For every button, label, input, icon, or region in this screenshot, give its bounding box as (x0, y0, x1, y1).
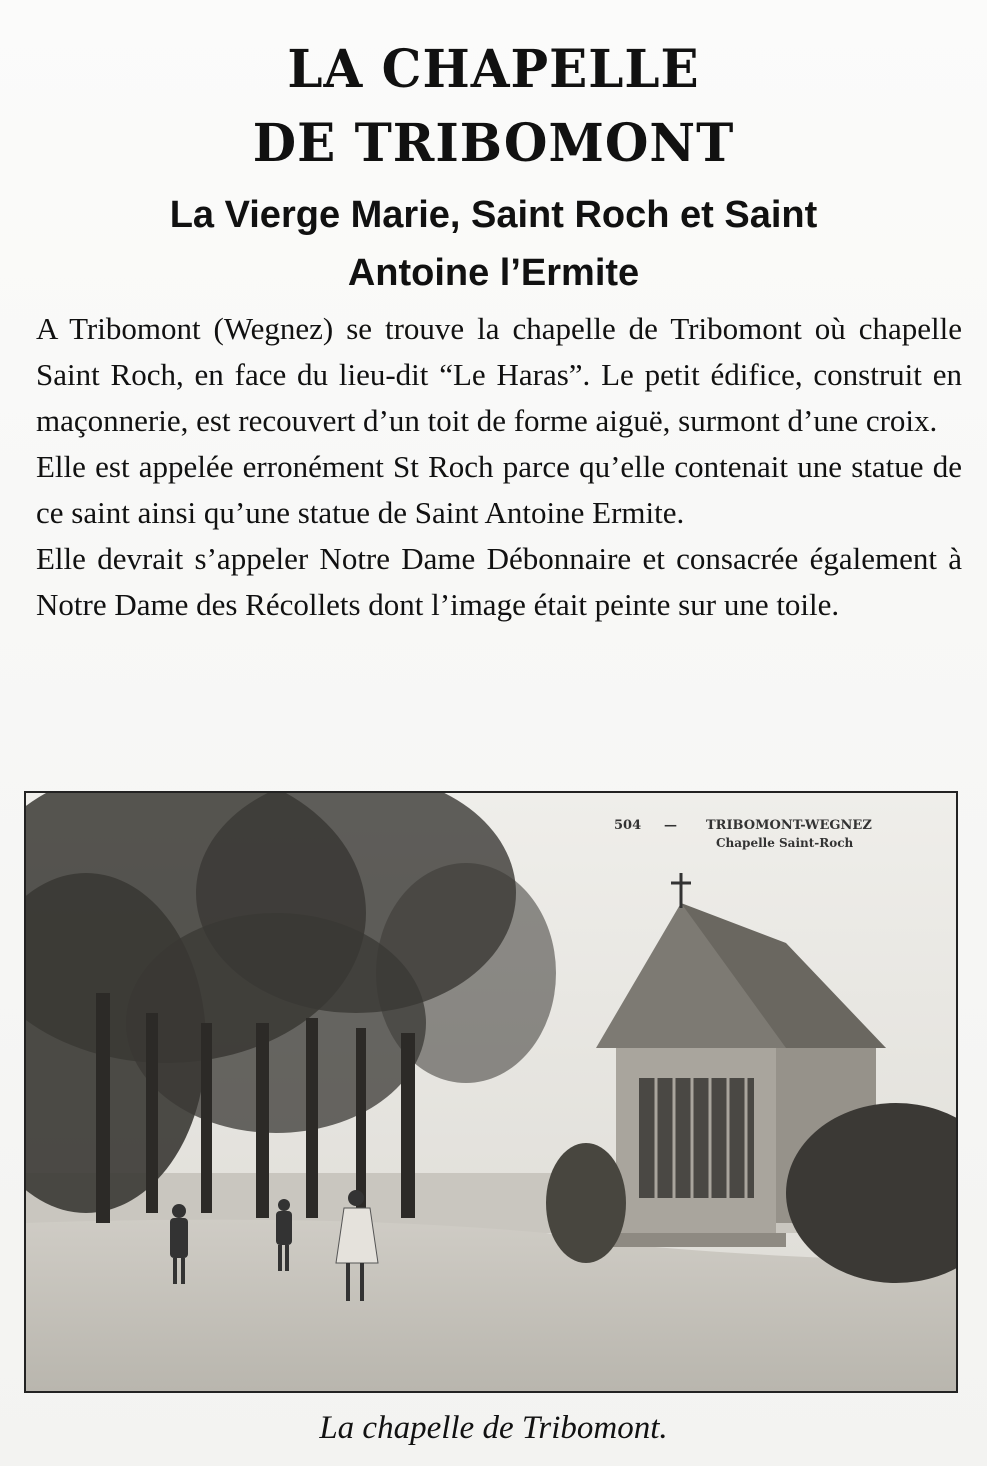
subtitle-line-2: Antoine l’Ermite (347, 252, 640, 294)
postcard-dash: — (664, 818, 677, 833)
article-body (36, 306, 962, 752)
paragraph-3: Elle devrait s’appeler Notre Dame Débonnaire et consacrée également à Notre Dame des Récollets dont l’image était peinte sur une toile. (36, 541, 962, 622)
paragraph-1: A Tribomont (Wegnez) se trouve la chapelle de Tribomont où chapelle Saint Roch, en face du lieu-dit “Le Haras”. Le petit édifice, construit en maçonnerie, est recouvert d’un toit de forme aiguë, surmont d’une croix. (36, 311, 962, 438)
subtitle-line-1: La Vierge Marie, Saint Roch et Saint (169, 194, 818, 236)
subtitle (20, 186, 967, 302)
page-title-line-2: DE TRIBOMONT (252, 111, 735, 174)
bush (546, 1143, 626, 1263)
postcard-place: TRIBOMONT-WEGNEZ (706, 818, 872, 833)
postcard-photo (24, 791, 958, 1393)
postcard-subject: Chapelle Saint-Roch (716, 836, 854, 850)
paragraph-2: Elle est appelée erronément St Roch parce qu’elle contenait une statue de ce saint ainsi qu’une statue de Saint Antoine Ermite. (36, 449, 962, 530)
page-title-line-1: LA CHAPELLE (287, 37, 700, 100)
photo-caption: La chapelle de Tribomont. (319, 1410, 668, 1446)
postcard-illustration (26, 793, 956, 1391)
postcard-number: 504 (614, 818, 642, 833)
